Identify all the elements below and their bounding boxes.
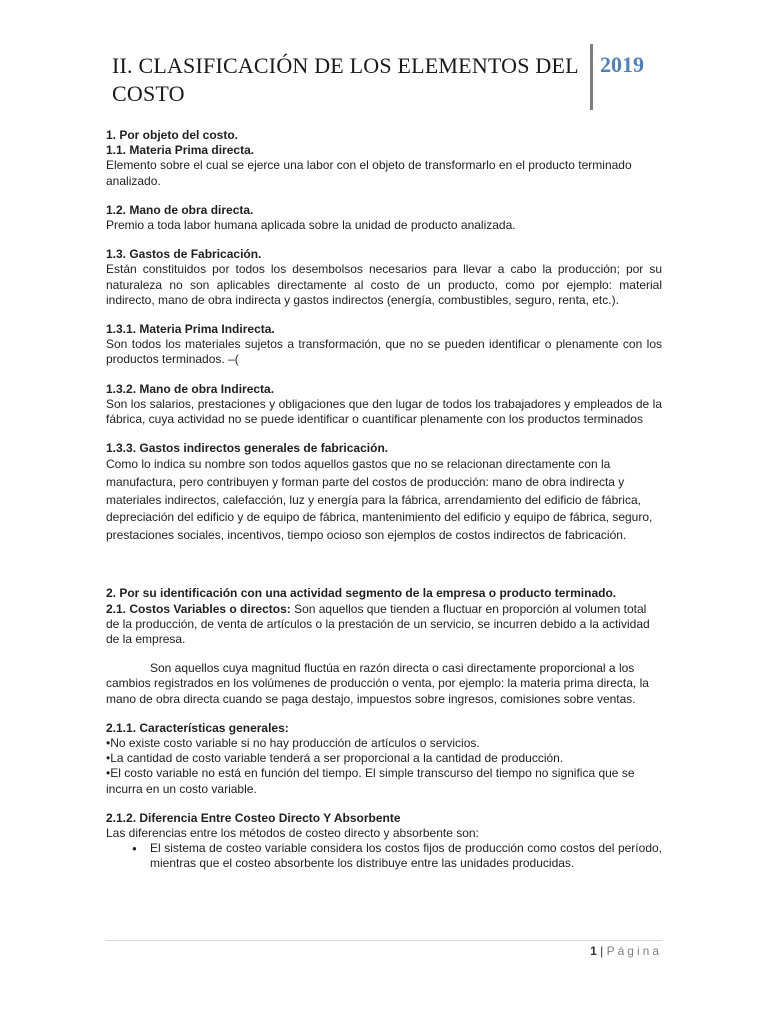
list-item: •No existe costo variable si no hay producción de artículos o servicios. bbox=[106, 736, 480, 751]
list-item: •La cantidad de costo variable tenderá a ser proporcional a la cantidad de producción. bbox=[106, 751, 564, 766]
header-year: 2019 bbox=[600, 52, 644, 77]
section-2-1-2-text: Las diferencias entre los métodos de costeo directo y absorbente son: bbox=[106, 826, 479, 841]
footer-divider bbox=[106, 940, 662, 941]
bullet-list bbox=[106, 841, 662, 871]
header-divider bbox=[590, 44, 593, 110]
page-header bbox=[0, 0, 768, 118]
section-1-1-heading: 1.1. Materia Prima directa. bbox=[106, 143, 255, 158]
list-item: •El costo variable no está en función del tiempo. El simple transcurso del tiempo no significa que se incurra en un costo variable. bbox=[106, 766, 635, 796]
section-1-3-3-heading: 1.3.3. Gastos indirectos generales de fabricación. bbox=[106, 441, 389, 456]
section-2-1-paragraph-2: Son aquellos cuya magnitud fluctúa en razón directa o casi directamente proporcional a los cambios registrados en los volúmenes de producción o venta, por ejemplo: la materia prima directa, la mano de obra directa cuando se paga destajo, impuestos sobre ingresos, comisiones sobre ventas. bbox=[106, 661, 649, 706]
document-body bbox=[106, 128, 662, 872]
section-1-3-text: Están constituidos por todos los desembolsos necesarios para llevar a cabo la producción; por su naturaleza no son aplicables directamente al costo de un producto, como por ejemplo: material indirecto, mano de obra indirecta y gastos indirectos (energía, combustibles, seguro, renta, etc.). bbox=[106, 262, 662, 307]
section-1-3-1-heading: 1.3.1. Materia Prima Indirecta. bbox=[106, 322, 275, 337]
section-1-2-text: Premio a toda labor humana aplicada sobre la unidad de producto analizada. bbox=[106, 218, 516, 233]
section-1-2-heading: 1.2. Mano de obra directa. bbox=[106, 202, 254, 217]
document-title: II. CLASIFICACIÓN DE LOS ELEMENTOS DEL COSTO bbox=[112, 53, 578, 106]
section-1-3-2-text: Son los salarios, prestaciones y obligaciones que den lugar de todos los trabajadores y empleados de la fábrica, cuya actividad no se puede identificar o cuantificar plenamente con los productos terminados bbox=[106, 396, 662, 427]
section-1-3-1-text: Son todos los materiales sujetos a transformación, que no se pueden identificar o plenamente con los productos terminados. –( bbox=[106, 337, 662, 367]
section-1-1-text: Elemento sobre el cual se ejerce una labor con el objeto de transformarlo en el producto terminado analizado. bbox=[106, 158, 632, 188]
section-1-3-2-heading: 1.3.2. Mano de obra Indirecta. bbox=[106, 381, 275, 396]
page-footer bbox=[106, 944, 662, 958]
section-2-1-text: Son aquellos que tienden a fluctuar en proporción al volumen total de la producción, de venta de artículos o la prestación de un servicio, se incurren debido a la actividad de la empresa. bbox=[106, 601, 650, 647]
page-number: 1 bbox=[590, 944, 597, 958]
section-2-1-heading: 2.1. Costos Variables o directos: bbox=[106, 601, 291, 616]
section-1-heading: 1. Por objeto del costo. bbox=[106, 128, 239, 142]
section-2-1-2-heading: 2.1.2. Diferencia Entre Costeo Directo Y Absorbente bbox=[106, 810, 401, 825]
section-2-1-1-heading: 2.1.1. Características generales: bbox=[106, 720, 289, 735]
footer-separator: | bbox=[600, 944, 604, 958]
section-2-1-paragraph bbox=[106, 602, 662, 648]
bullet-item: ● El sistema de costeo variable considera los costos fijos de producción como costos del período, mientras que el costeo absorbente los distribuye entre las unidades producidas. bbox=[132, 841, 662, 871]
section-1-3-3-text: Como lo indica su nombre son todos aquellos gastos que no se relacionan directamente con la manufactura, pero contribuyen y forman parte del costos de producción: mano de obra indirecta y materiales indirectos, calefacción, luz y energía para la fábrica, arrendamiento del edificio de fábrica, depreciación del edificio y de equipo de fábrica, mantenimiento del edificio y equipo de fábrica, seguro, prestaciones sociales, incentivos, tiempo ocioso son ejemplos de costos indirectos de fabricación. bbox=[106, 457, 653, 542]
section-2-heading: 2. Por su identificación con una actividad segmento de la empresa o producto terminado. bbox=[106, 586, 617, 601]
section-1-3-heading: 1.3. Gastos de Fabricación. bbox=[106, 247, 262, 262]
page-label: Página bbox=[606, 944, 662, 958]
